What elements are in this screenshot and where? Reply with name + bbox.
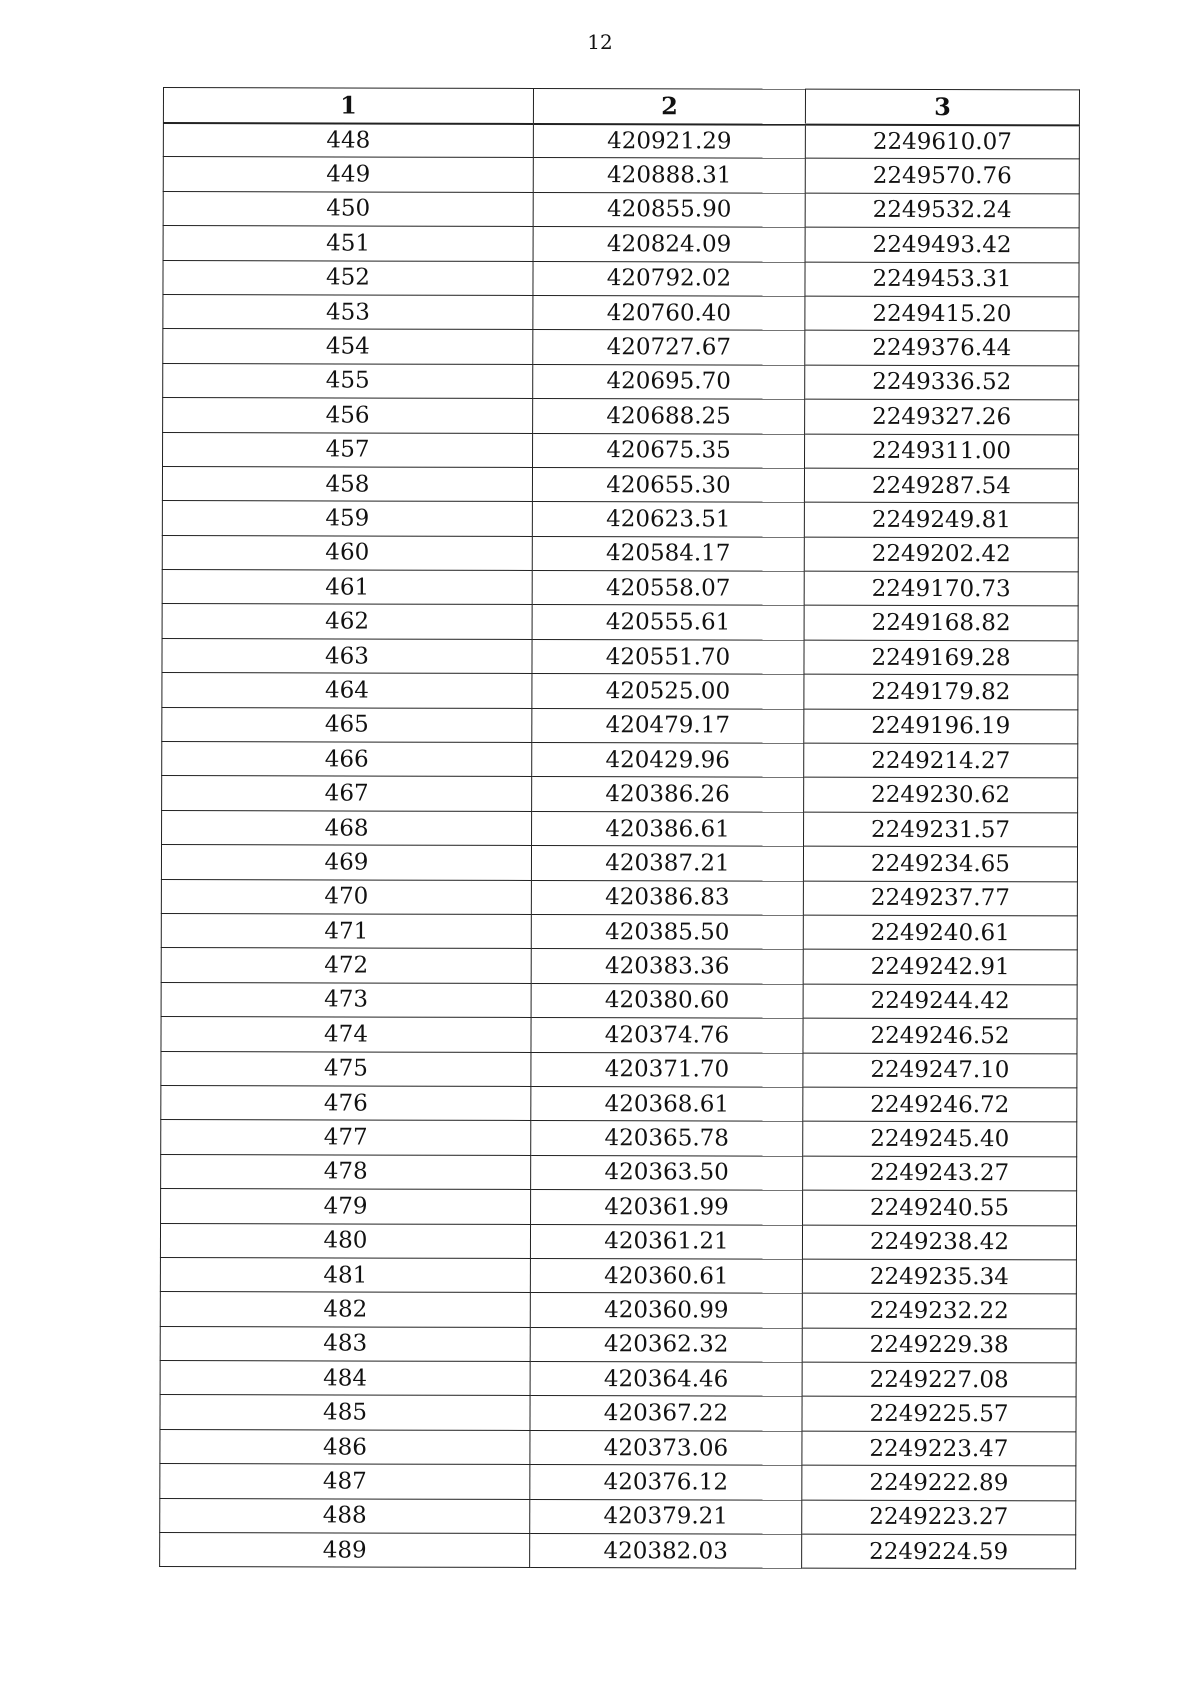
point-number-cell: 487	[160, 1464, 530, 1499]
point-number-cell: 484	[160, 1361, 530, 1396]
coordinate-y-cell: 2249238.42	[802, 1225, 1076, 1260]
table-row	[161, 913, 1077, 950]
column-header-2: 2	[533, 88, 805, 124]
coordinate-y-cell: 2249242.91	[803, 950, 1077, 985]
coordinate-y-cell: 2249376.44	[805, 331, 1079, 366]
coordinate-x-cell: 420921.29	[533, 123, 805, 158]
table-row	[161, 1154, 1077, 1191]
point-number-cell: 483	[160, 1326, 530, 1361]
table-row	[163, 123, 1079, 160]
table-body	[160, 123, 1080, 1570]
point-number-cell: 472	[161, 948, 531, 983]
point-number-cell: 488	[160, 1498, 530, 1533]
point-number-cell: 478	[161, 1154, 531, 1189]
point-number-cell: 448	[163, 123, 533, 158]
coordinate-y-cell: 2249287.54	[804, 468, 1078, 503]
column-header-3: 3	[805, 89, 1079, 125]
coordinate-x-cell: 420364.46	[530, 1362, 802, 1397]
coordinate-y-cell: 2249570.76	[805, 159, 1079, 194]
coordinate-x-cell: 420655.30	[532, 467, 804, 502]
point-number-cell: 463	[162, 638, 532, 673]
point-number-cell: 462	[162, 604, 532, 639]
table-row	[160, 1498, 1076, 1535]
point-number-cell: 475	[161, 1051, 531, 1086]
table-row	[160, 1533, 1076, 1570]
coordinate-y-cell: 2249493.42	[805, 227, 1079, 262]
point-number-cell: 465	[162, 707, 532, 742]
coordinate-x-cell: 420888.31	[533, 158, 805, 193]
point-number-cell: 486	[160, 1429, 530, 1464]
table-row	[160, 1326, 1076, 1363]
coordinate-x-cell: 420727.67	[533, 330, 805, 365]
table-row	[161, 982, 1077, 1019]
table-row	[162, 673, 1078, 710]
table-row	[161, 948, 1077, 985]
coordinate-x-cell: 420824.09	[533, 227, 805, 262]
column-header-1: 1	[163, 88, 533, 124]
table-row	[160, 1361, 1076, 1398]
table-row	[160, 1395, 1076, 1432]
table-row	[162, 810, 1078, 847]
coordinate-x-cell: 420385.50	[531, 914, 803, 949]
point-number-cell: 460	[162, 535, 532, 570]
coordinate-x-cell: 420387.21	[531, 846, 803, 881]
table-row	[160, 1429, 1076, 1466]
table-row	[161, 1120, 1077, 1157]
table-row	[162, 570, 1078, 607]
point-number-cell: 466	[162, 742, 532, 777]
table-row	[162, 604, 1078, 641]
coordinate-y-cell: 2249610.07	[805, 124, 1079, 159]
coordinate-y-cell: 2249196.19	[804, 709, 1078, 744]
coordinate-y-cell: 2249231.57	[804, 812, 1078, 847]
coordinate-y-cell: 2249453.31	[805, 262, 1079, 297]
point-number-cell: 450	[163, 191, 533, 226]
coordinate-x-cell: 420361.21	[530, 1224, 802, 1259]
coordinate-x-cell: 420362.32	[530, 1327, 802, 1362]
coordinate-x-cell: 420383.36	[531, 949, 803, 984]
table-row	[161, 879, 1077, 916]
table-row	[162, 466, 1078, 503]
coordinate-y-cell: 2249243.27	[803, 1156, 1077, 1191]
coordinate-y-cell: 2249229.38	[802, 1328, 1076, 1363]
table-row	[162, 535, 1078, 572]
coordinate-x-cell: 420551.70	[532, 639, 804, 674]
table-header-row	[163, 88, 1079, 125]
coordinate-x-cell: 420429.96	[532, 742, 804, 777]
coordinate-x-cell: 420380.60	[531, 983, 803, 1018]
coordinate-y-cell: 2249223.47	[802, 1431, 1076, 1466]
table-row	[163, 191, 1079, 228]
coordinate-x-cell: 420363.50	[531, 1155, 803, 1190]
table-row	[163, 398, 1079, 435]
table-row	[163, 226, 1079, 263]
point-number-cell: 481	[160, 1257, 530, 1292]
table-row	[160, 1257, 1076, 1294]
table-row	[162, 501, 1078, 538]
coordinate-x-cell: 420373.06	[530, 1430, 802, 1465]
coordinate-x-cell: 420558.07	[532, 571, 804, 606]
coordinate-y-cell: 2249214.27	[804, 743, 1078, 778]
table-row	[162, 707, 1078, 744]
coordinate-x-cell: 420379.21	[530, 1499, 802, 1534]
coordinate-y-cell: 2249168.82	[804, 606, 1078, 641]
coordinate-y-cell: 2249202.42	[804, 537, 1078, 572]
coordinate-y-cell: 2249246.52	[803, 1018, 1077, 1053]
point-number-cell: 456	[163, 398, 533, 433]
coordinate-x-cell: 420386.26	[532, 777, 804, 812]
coordinate-y-cell: 2249244.42	[803, 984, 1077, 1019]
point-number-cell: 461	[162, 570, 532, 605]
coordinate-x-cell: 420360.99	[530, 1293, 802, 1328]
coordinate-x-cell: 420371.70	[531, 1052, 803, 1087]
coordinate-x-cell: 420688.25	[533, 399, 805, 434]
point-number-cell: 479	[161, 1189, 531, 1224]
table-row	[160, 1292, 1076, 1329]
coordinate-y-cell: 2249230.62	[804, 778, 1078, 813]
page-number: 12	[587, 30, 613, 54]
table-row	[160, 1223, 1076, 1260]
coordinate-x-cell: 420374.76	[531, 1018, 803, 1053]
point-number-cell: 482	[160, 1292, 530, 1327]
coordinate-y-cell: 2249223.27	[802, 1500, 1076, 1535]
point-number-cell: 473	[161, 982, 531, 1017]
coordinate-x-cell: 420555.61	[532, 605, 804, 640]
table-row	[161, 845, 1077, 882]
coordinate-y-cell: 2249234.65	[803, 846, 1077, 881]
point-number-cell: 455	[163, 363, 533, 398]
coordinate-y-cell: 2249415.20	[805, 296, 1079, 331]
coordinate-y-cell: 2249327.26	[805, 399, 1079, 434]
coordinate-x-cell: 420760.40	[533, 295, 805, 330]
table-row	[161, 1017, 1077, 1054]
point-number-cell: 459	[162, 501, 532, 536]
table-row	[161, 1085, 1077, 1122]
table-row	[163, 157, 1079, 194]
point-number-cell: 485	[160, 1395, 530, 1430]
table-row	[163, 363, 1079, 400]
point-number-cell: 468	[162, 810, 532, 845]
point-number-cell: 471	[161, 913, 531, 948]
coordinate-y-cell: 2249232.22	[802, 1293, 1076, 1328]
coordinate-x-cell: 420367.22	[530, 1396, 802, 1431]
coordinate-x-cell: 420386.83	[531, 880, 803, 915]
coordinate-y-cell: 2249311.00	[805, 434, 1079, 469]
coordinate-x-cell: 420675.35	[533, 433, 805, 468]
coordinate-x-cell: 420382.03	[530, 1533, 802, 1568]
point-number-cell: 454	[163, 329, 533, 364]
coordinate-y-cell: 2249336.52	[805, 365, 1079, 400]
coordinate-y-cell: 2249532.24	[805, 193, 1079, 228]
coordinate-y-cell: 2249225.57	[802, 1397, 1076, 1432]
table-row	[160, 1464, 1076, 1501]
coordinate-y-cell: 2249237.77	[803, 881, 1077, 916]
point-number-cell: 474	[161, 1017, 531, 1052]
coordinate-x-cell: 420376.12	[530, 1465, 802, 1500]
point-number-cell: 458	[162, 466, 532, 501]
coordinate-x-cell: 420361.99	[531, 1190, 803, 1225]
coordinate-y-cell: 2249224.59	[802, 1534, 1076, 1569]
coordinate-y-cell: 2249179.82	[804, 674, 1078, 709]
table-row	[163, 260, 1079, 297]
point-number-cell: 457	[163, 432, 533, 467]
coordinate-x-cell: 420386.61	[532, 811, 804, 846]
table-row	[162, 776, 1078, 813]
point-number-cell: 477	[161, 1120, 531, 1155]
coordinate-y-cell: 2249235.34	[802, 1259, 1076, 1294]
point-number-cell: 480	[160, 1223, 530, 1258]
point-number-cell: 464	[162, 673, 532, 708]
coordinate-y-cell: 2249227.08	[802, 1362, 1076, 1397]
coordinate-y-cell: 2249240.55	[803, 1190, 1077, 1225]
coordinate-x-cell: 420855.90	[533, 192, 805, 227]
point-number-cell: 453	[163, 294, 533, 329]
coordinate-x-cell: 420525.00	[532, 674, 804, 709]
coordinate-y-cell: 2249240.61	[803, 915, 1077, 950]
table-row	[163, 294, 1079, 331]
coordinate-y-cell: 2249249.81	[804, 502, 1078, 537]
coordinate-x-cell: 420360.61	[530, 1258, 802, 1293]
point-number-cell: 470	[161, 879, 531, 914]
table-row	[162, 742, 1078, 779]
coordinate-y-cell: 2249247.10	[803, 1053, 1077, 1088]
coordinates-table	[159, 87, 1080, 1570]
coordinate-x-cell: 420365.78	[531, 1121, 803, 1156]
point-number-cell: 467	[162, 776, 532, 811]
table-row	[163, 432, 1079, 469]
coordinate-x-cell: 420479.17	[532, 708, 804, 743]
coordinate-x-cell: 420368.61	[531, 1086, 803, 1121]
table-row	[161, 1189, 1077, 1226]
coordinate-x-cell: 420695.70	[533, 364, 805, 399]
coordinate-y-cell: 2249222.89	[802, 1465, 1076, 1500]
coordinate-x-cell: 420623.51	[532, 502, 804, 537]
point-number-cell: 451	[163, 226, 533, 261]
point-number-cell: 452	[163, 260, 533, 295]
table-row	[163, 329, 1079, 366]
coordinate-y-cell: 2249170.73	[804, 571, 1078, 606]
table-row	[161, 1051, 1077, 1088]
coordinate-y-cell: 2249245.40	[803, 1122, 1077, 1157]
coordinate-x-cell: 420584.17	[532, 536, 804, 571]
point-number-cell: 469	[161, 845, 531, 880]
point-number-cell: 489	[160, 1533, 530, 1568]
table-row	[162, 638, 1078, 675]
coordinate-y-cell: 2249169.28	[804, 640, 1078, 675]
point-number-cell: 476	[161, 1085, 531, 1120]
coordinate-y-cell: 2249246.72	[803, 1087, 1077, 1122]
coordinate-x-cell: 420792.02	[533, 261, 805, 296]
point-number-cell: 449	[163, 157, 533, 192]
